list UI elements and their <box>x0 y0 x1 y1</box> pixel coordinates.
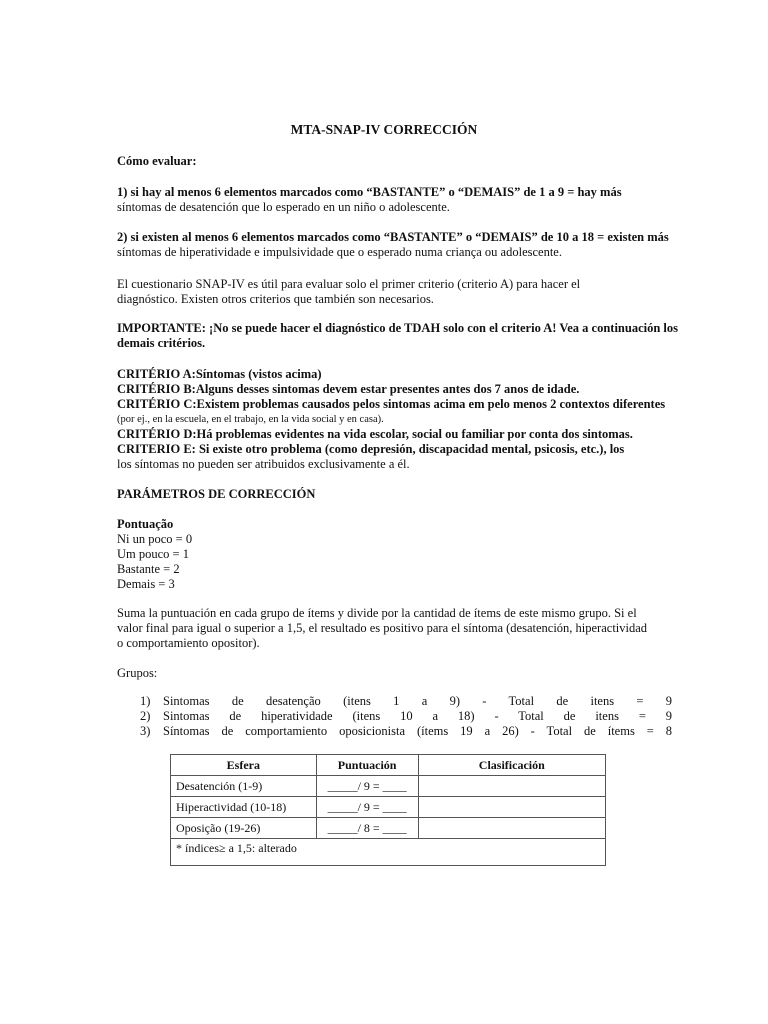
esfera-cell: Oposição (19-26) <box>171 818 317 839</box>
group-item <box>140 709 672 724</box>
criterion-d: CRITÉRIO D:Há problemas evidentes na vida escolar, social ou familiar por conta dos sintomas. <box>117 427 633 441</box>
rule-1-bold: 1) si hay al menos 6 elementos marcados como “BASTANTE” o “DEMAIS” de 1 a 9 = hay más <box>117 185 622 199</box>
group-number: 3) <box>140 724 151 738</box>
explanation-line-2: valor final para igual o superior a 1,5, el resultado es positivo para el síntoma (desatención, hiperactividad <box>117 621 648 635</box>
score-item: Um pouco = 1 <box>117 547 189 561</box>
score-cell: _____/ 9 = ____ <box>316 776 418 797</box>
score-item: Demais = 3 <box>117 577 175 591</box>
esfera-cell: Hiperactividad (10-18) <box>171 797 317 818</box>
header-puntuacion: Puntuación <box>316 755 418 776</box>
rule-2-bold: 2) si existen al menos 6 elementos marcados como “BASTANTE” o “DEMAIS” de 10 a 18 = existen más <box>117 230 669 244</box>
criterion-a: CRITÉRIO A:Síntomas (vistos acima) <box>117 367 322 381</box>
important-line-1: IMPORTANTE: ¡No se puede hacer el diagnóstico de TDAH solo con el criterio A! Vea a continuación los <box>117 321 679 335</box>
important-note <box>117 321 697 351</box>
criterion-b: CRITÉRIO B:Alguns desses sintomas devem estar presentes antes dos 7 anos de idade. <box>117 382 580 396</box>
criterion-c-note: (por ej., en la escuela, en el trabajo, en la vida social y en casa). <box>117 414 384 425</box>
classification-cell <box>418 797 605 818</box>
criteria-list <box>117 367 697 472</box>
explanation-line-3: o comportamiento opositor). <box>117 636 260 650</box>
criterion-e: CRITERIO E: Si existe otro problema (como depresión, discapacidad mental, psicosis, etc.), los <box>117 442 625 456</box>
criterion-e-text: los síntomas no pueden ser atribuidos exclusivamente a él. <box>117 457 410 471</box>
scoring-explanation <box>117 606 697 651</box>
groups-list <box>140 694 672 739</box>
score-item: Ni un poco = 0 <box>117 532 193 546</box>
rule-1 <box>117 185 697 215</box>
score-item: Bastante = 2 <box>117 562 180 576</box>
score-cell: _____/ 8 = ____ <box>316 818 418 839</box>
classification-cell <box>418 776 605 797</box>
snap-note-line-2: diagnóstico. Existen otros criterios que también son necesarios. <box>117 292 434 306</box>
score-heading: Pontuação <box>117 517 174 531</box>
document-title: MTA-SNAP-IV CORRECCIÓN <box>290 122 478 137</box>
scoring-table <box>170 754 606 866</box>
snap-note-line-1: El cuestionario SNAP-IV es útil para evaluar solo el primer criterio (criterio A) para hacer el <box>117 277 581 291</box>
snap-note <box>117 277 697 307</box>
table-header-row <box>171 755 606 776</box>
table-row <box>171 818 606 839</box>
table-row <box>171 797 606 818</box>
group-text: Sintomas de desatenção (itens 1 a 9) - Total de itens = 9 <box>163 694 672 708</box>
header-clasificacion: Clasificación <box>418 755 605 776</box>
table-row <box>171 776 606 797</box>
group-item <box>140 724 672 739</box>
table-footnote: * índices≥ a 1,5: alterado <box>171 839 606 866</box>
rule-2-text: síntomas de hiperatividade e impulsividade que o esperado numa criança ou adolescente. <box>117 245 562 259</box>
group-item <box>140 694 672 709</box>
group-text: Sintomas de hiperatividade (itens 10 a 18) - Total de itens = 9 <box>163 709 672 723</box>
criterion-c: CRITÉRIO C:Existem problemas causados pelos sintomas acima em pelo menos 2 contextos diferentes <box>117 397 666 411</box>
important-line-2: demais critérios. <box>117 336 206 350</box>
score-legend <box>117 517 697 592</box>
table-footnote-row <box>171 839 606 866</box>
explanation-line-1: Suma la puntuación en cada grupo de ítems y divide por la cantidad de ítems de este mismo grupo. Si el <box>117 606 637 620</box>
rule-2 <box>117 230 697 260</box>
group-number: 1) <box>140 694 151 708</box>
groups-label: Grupos: <box>117 666 158 680</box>
esfera-cell: Desatención (1-9) <box>171 776 317 797</box>
group-text: Síntomas de comportamiento oposicionista (ítems 19 a 26) - Total de ítems = 8 <box>163 724 672 738</box>
classification-cell <box>418 818 605 839</box>
parameters-heading: PARÁMETROS DE CORRECCIÓN <box>117 487 316 501</box>
group-number: 2) <box>140 709 151 723</box>
rule-1-text: síntomas de desatención que lo esperado en un niño o adolescente. <box>117 200 450 214</box>
header-esfera: Esfera <box>171 755 317 776</box>
score-cell: _____/ 9 = ____ <box>316 797 418 818</box>
how-to-heading: Cómo evaluar: <box>117 154 197 168</box>
